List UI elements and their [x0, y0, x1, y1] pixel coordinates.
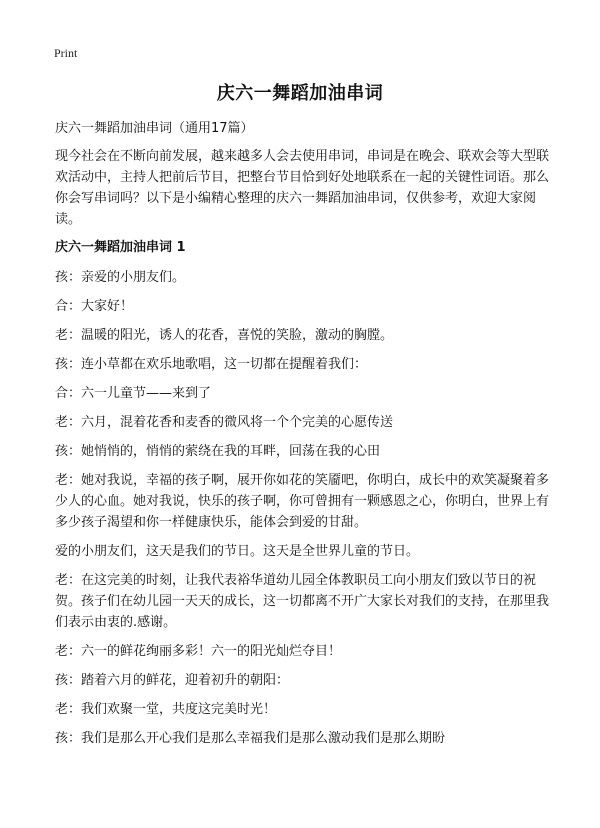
dialogue-line: 合：大家好！ — [55, 299, 134, 314]
dialogue-line: 老：温暖的阳光，诱人的花香，喜悦的笑脸，激动的胸膛。 — [55, 328, 394, 343]
dialogue-line: 孩：踏着六月的鲜花，迎着初升的朝阳： — [55, 673, 290, 688]
section-heading: 庆六一舞蹈加油串词 1 — [55, 240, 186, 255]
dialogue-line: 孩：我们是那么开心我们是那么幸福我们是那么激动我们是那么期盼 — [55, 731, 446, 746]
dialogue-line: 合：六一儿童节——来到了 — [55, 386, 212, 401]
dialogue-line: 老：六一的鲜花绚丽多彩！六一的阳光灿烂夺目！ — [55, 644, 342, 659]
dialogue-line: 爱的小朋友们，这天是我们的节日。这天是全世界儿童的节日。 — [55, 544, 420, 559]
dialogue-line: 孩：亲爱的小朋友们。 — [55, 270, 186, 285]
print-link[interactable]: Print — [54, 46, 78, 60]
dialogue-line: 孩：连小草都在欢乐地歌唱，这一切都在提醒着我们： — [55, 357, 368, 372]
dialogue-line: 老：我们欢聚一堂，共度这完美时光！ — [55, 702, 277, 717]
document-body — [55, 118, 555, 757]
dialogue-line: 孩：她悄悄的，悄悄的萦绕在我的耳畔，回荡在我的心田 — [55, 444, 381, 459]
intro-paragraph: 现今社会在不断向前发展，越来越多人会去使用串词，串词是在晚会、联欢会等大型联欢活动中，主持人把前后节目，把整台节目恰到好处地联系在一起的关键性词语。那么你会写串词吗？以下是小编精心整理的庆六一舞蹈加油串词，仅供参考，欢迎大家阅读。 — [55, 149, 550, 227]
dialogue-line: 老：六月，混着花香和麦香的微风将一个个完美的心愿传送 — [55, 415, 394, 430]
document-title: 庆六一舞蹈加油串词 — [216, 83, 384, 104]
dialogue-line: 老：她对我说，幸福的孩子啊，展开你如花的笑靥吧，你明白，成长中的欢笑凝聚着多少人的心血。她对我说，快乐的孩子啊，你可曾拥有一颗感恩之心，你明白，世界上有多少孩子渴望和你一样健康快乐，能体会到爱的甘甜。 — [55, 473, 550, 530]
dialogue-line: 老：在这完美的时刻，让我代表裕华道幼儿园全体教职员工向小朋友们致以节日的祝贺。孩子们在幼儿园一天天的成长，这一切都离不开广大家长对我们的支持，在那里我们表示由衷的.感谢。 — [55, 573, 550, 630]
document-subtitle: 庆六一舞蹈加油串词（通用17篇） — [55, 121, 254, 136]
